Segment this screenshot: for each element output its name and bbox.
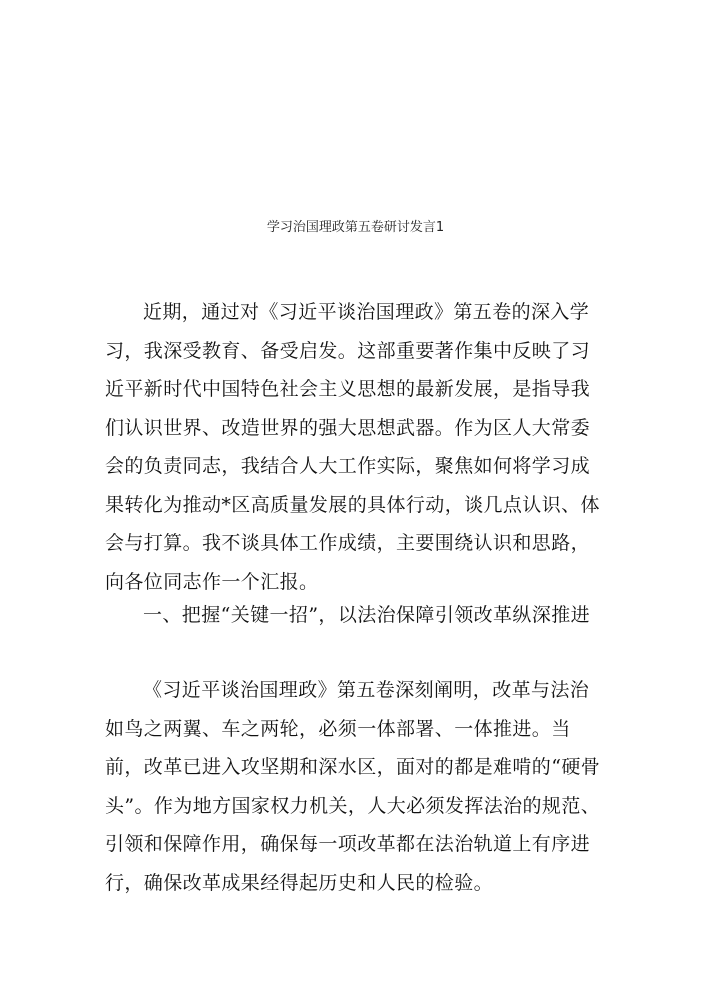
section-1-paragraph: 《习近平谈治国理政》第五卷深刻阐明，改革与法治如鸟之两翼、车之两轮，必须一体部署、一体推进。当前，改革已进入攻坚期和深水区，面对的都是难啃的“硬骨头”。作为地方国家权力机关，人大必须发挥法治的规范、引领和保障作用，确保每一项改革都在法治轨道上有序进行，确保改革成果经得起历史和人民的检验。 (105, 679, 601, 894)
intro-paragraph: 近期，通过对《习近平谈治国理政》第五卷的深入学习，我深受教育、备受启发。这部重要著作集中反映了习近平新时代中国特色社会主义思想的最新发展，是指导我们认识世界、改造世界的强大思想武器。作为区人大常委会的负责同志，我结合人大工作实际，聚焦如何将学习成果转化为推动*区高质量发展的具体行动，谈几点认识、体会与打算。我不谈具体工作成绩，主要围绕认识和思路，向各位同志作一个汇报。 (105, 301, 600, 593)
document-title: 学习治国理政第五卷研讨发言1 (266, 220, 445, 235)
section-heading-1: 一、把握“关键一招”，以法治保障引领改革纵深推进 (143, 604, 591, 626)
